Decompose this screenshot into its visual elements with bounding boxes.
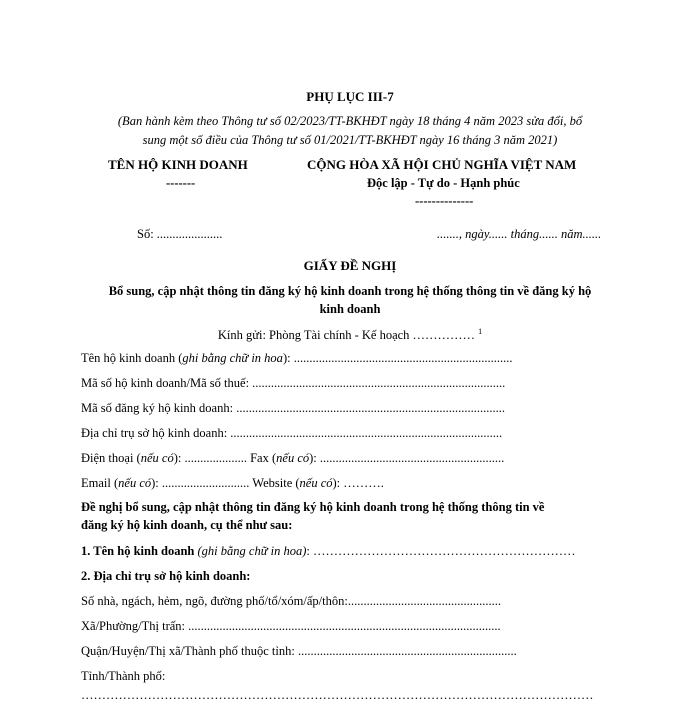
document-date: ......., ngày...... tháng...... năm......: [437, 227, 602, 241]
recipient-text: Kính gửi: Phòng Tài chính - Kế hoạch ……………: [217, 328, 476, 342]
recipient-line: [0, 327, 700, 343]
national-motto: Độc lập - Tự do - Hạnh phúc: [367, 176, 520, 190]
document-number: Số: .....................: [137, 227, 223, 241]
field-business-code: Mã số hộ kinh doanh/Mã số thuế: .................................................................................: [81, 376, 506, 390]
document-title: GIẤY ĐỀ NGHỊ: [303, 258, 397, 273]
field-house-street: Số nhà, ngách, hẻm, ngõ, đường phố/tổ/xóm/ấp/thôn:.................................................: [81, 594, 501, 608]
right-divider: --------------: [415, 194, 474, 208]
section-1-business-name: 1. Tên hộ kinh doanh (ghi bằng chữ in hoa): ………………………………………………………: [81, 544, 576, 558]
document-subtitle-line2: kinh doanh: [319, 302, 381, 316]
appendix-note-line2: sung một số điều của Thông tư số 01/2021/TT-BKHĐT ngày 16 tháng 3 năm 2021): [142, 133, 558, 147]
request-line1: Đề nghị bổ sung, cập nhật thông tin đăng ký hộ kinh doanh trong hệ thống thông tin về: [81, 500, 545, 514]
appendix-title: PHỤ LỤC III-7: [306, 89, 394, 104]
business-name-heading: TÊN HỘ KINH DOANH: [108, 157, 248, 172]
field-ward: Xã/Phường/Thị trấn: ....................................................................................................: [81, 619, 501, 633]
field-email-website: Email (nếu có): ............................ Website (nếu có): ……….: [81, 476, 384, 490]
field-district: Quận/Huyện/Thị xã/Thành phố thuộc tỉnh: ......................................................................: [81, 644, 517, 658]
document-subtitle-line1: Bổ sung, cập nhật thông tin đăng ký hộ kinh doanh trong hệ thống thông tin về đăng ký hộ: [108, 284, 592, 298]
recipient-footnote: 1: [478, 327, 483, 336]
field-address: Địa chỉ trụ sở hộ kinh doanh: .......................................................................................: [81, 426, 503, 440]
section-2-address: 2. Địa chỉ trụ sở hộ kinh doanh:: [81, 569, 251, 583]
bottom-dotted-line: ……………………………………………………………………………………………………………: [81, 688, 594, 702]
request-line2: đăng ký hộ kinh doanh, cụ thể như sau:: [81, 518, 293, 532]
country-title: CỘNG HÒA XÃ HỘI CHỦ NGHĨA VIỆT NAM: [307, 157, 577, 172]
field-phone-fax: Điện thoại (nếu có): .................... Fax (nếu có): ...........................................................: [81, 451, 505, 465]
left-divider: -------: [166, 176, 196, 190]
field-province: Tỉnh/Thành phố:: [81, 669, 166, 683]
field-hint: ghi bằng chữ in hoa: [182, 351, 283, 365]
appendix-note-line1: (Ban hành kèm theo Thông tư số 02/2023/TT-BKHĐT ngày 18 tháng 4 năm 2023 sửa đổi, bổ: [117, 114, 583, 128]
field-business-name: Tên hộ kinh doanh (ghi bằng chữ in hoa): ......................................................................: [81, 351, 513, 365]
field-registration-number: Mã số đăng ký hộ kinh doanh: ......................................................................................: [81, 401, 505, 415]
